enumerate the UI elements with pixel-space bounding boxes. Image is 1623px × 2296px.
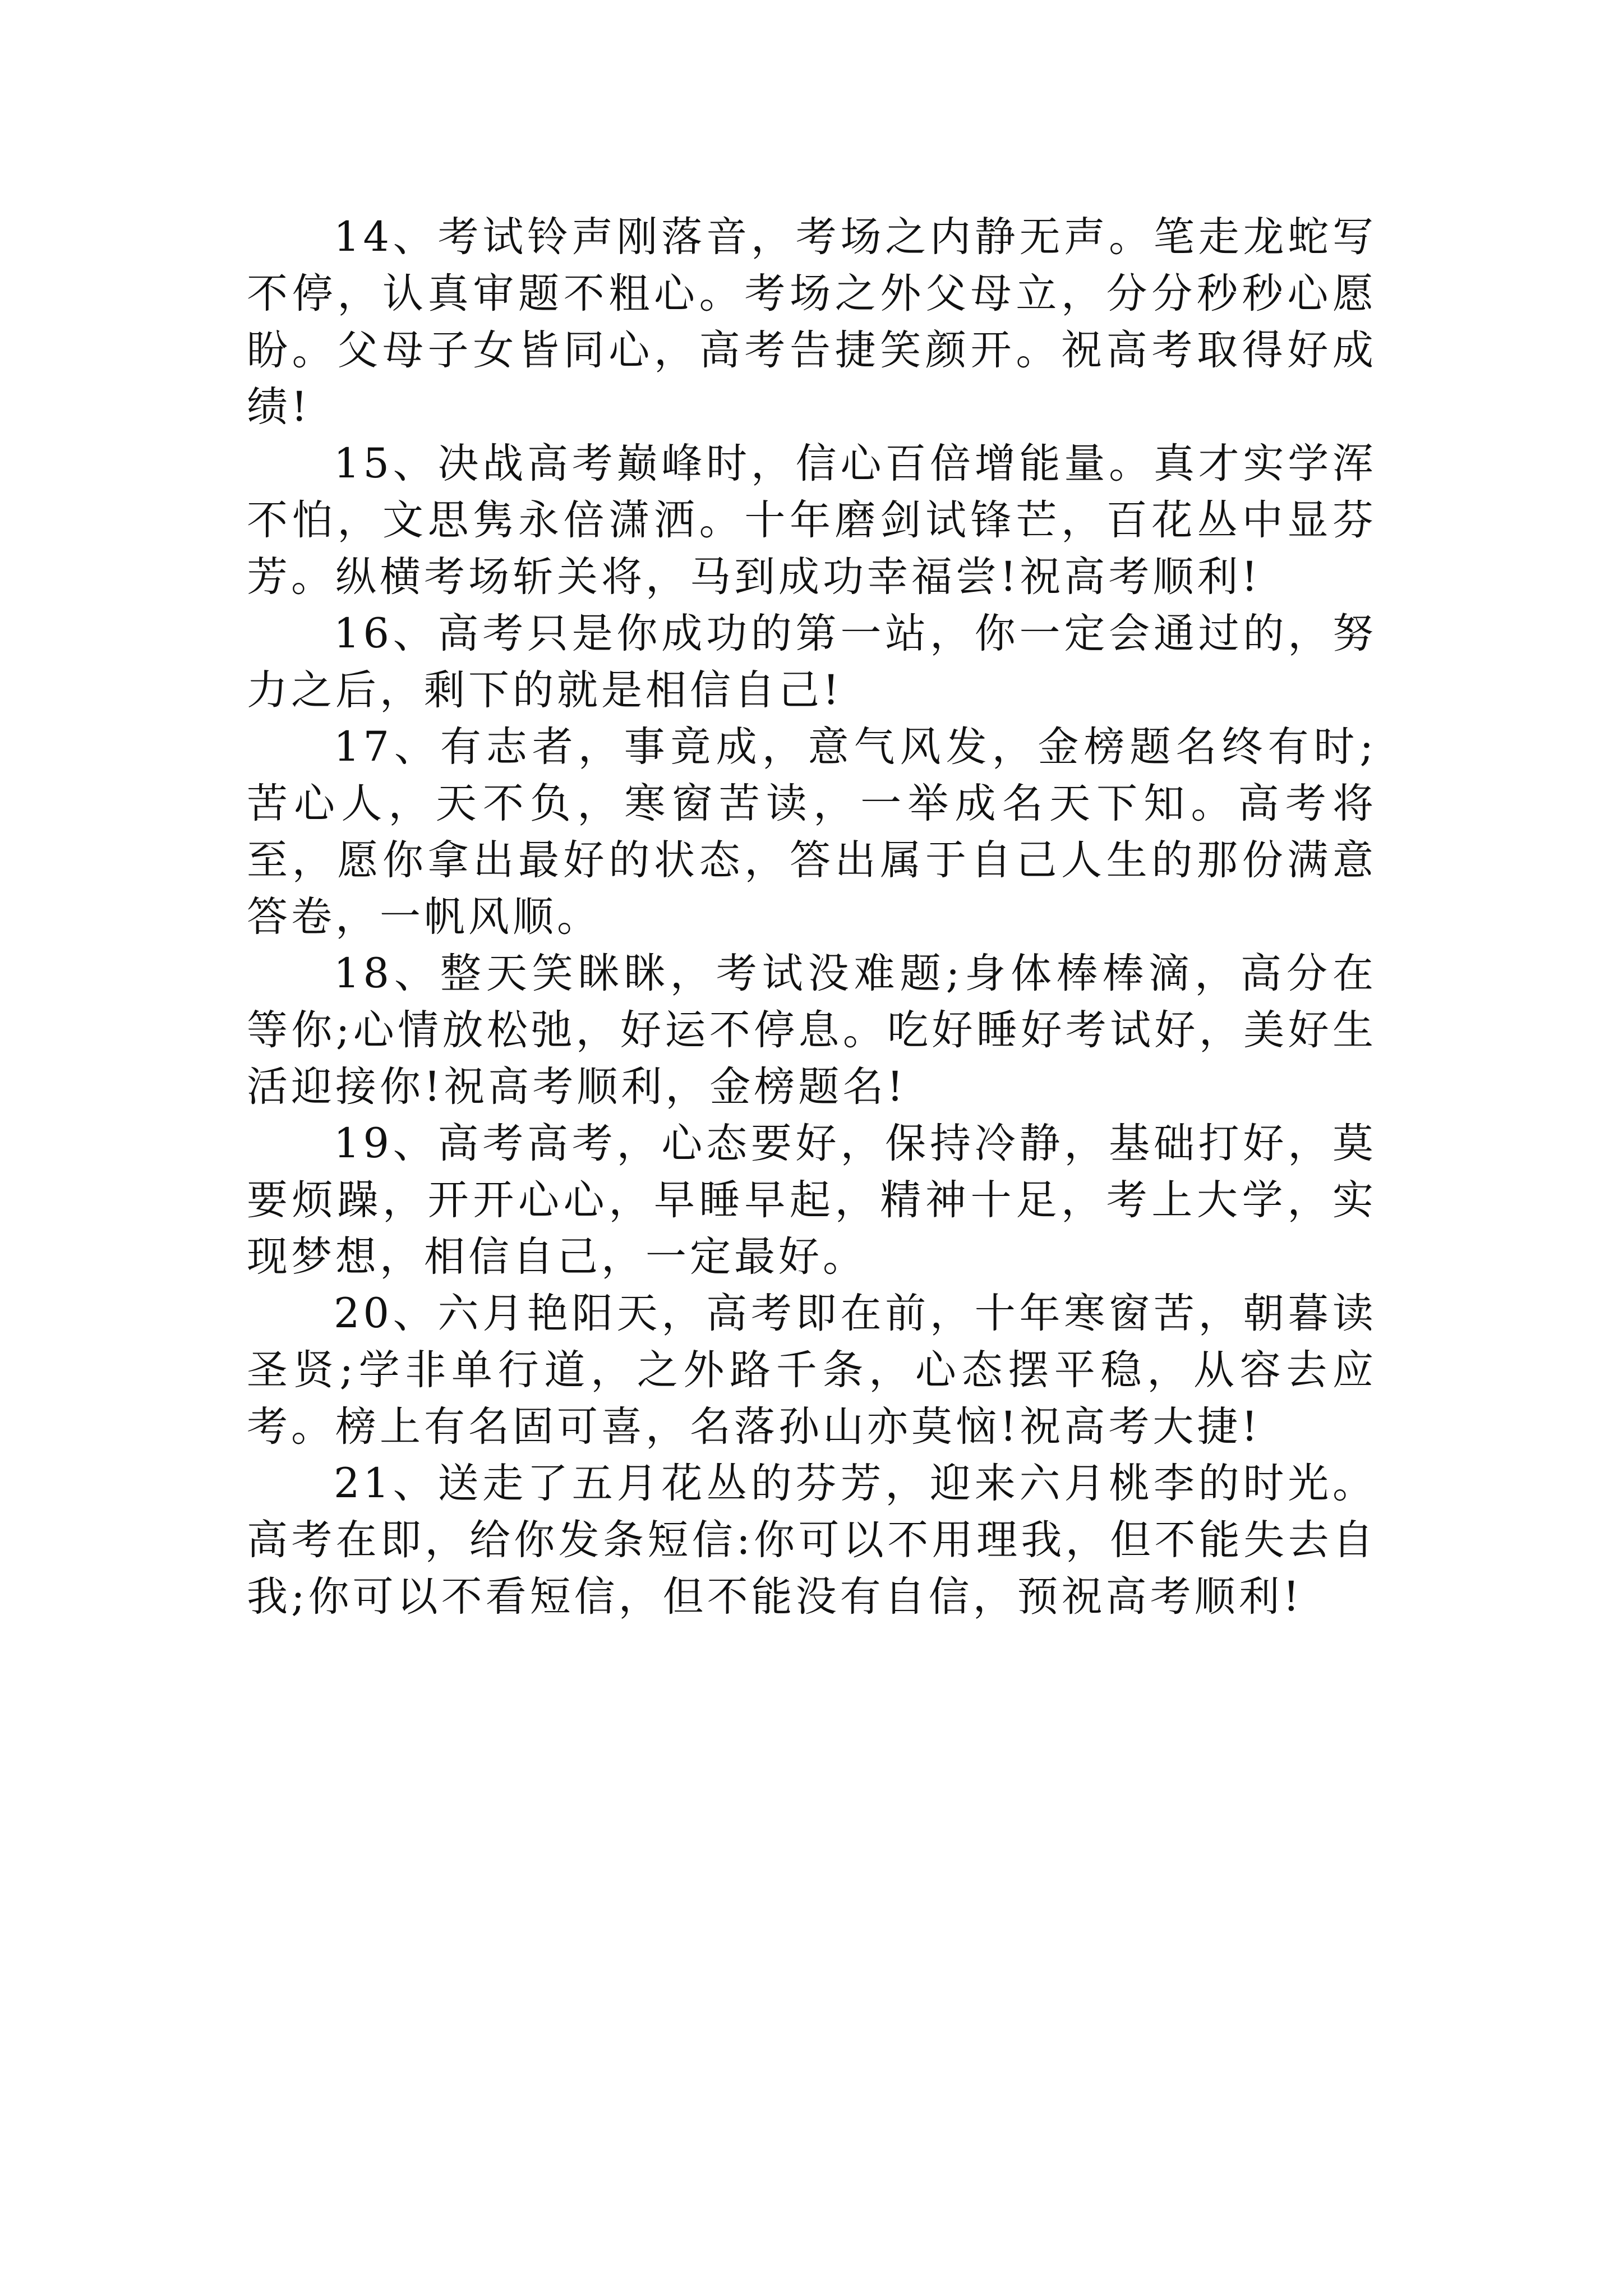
paragraph-21: 21、送走了五月花丛的芬芳，迎来六月桃李的时光。高考在即，给你发条短信:你可以不用理我，但不能失去自我;你可以不看短信，但不能没有自信，预祝高考顺利!: [247, 1460, 1377, 1621]
paragraph-17: 17、有志者，事竟成，意气风发，金榜题名终有时;苦心人，天不负，寒窗苦读，一举成名天下知。高考将至，愿你拿出最好的状态，答出属于自己人生的那份满意答卷，一帆风顺。: [247, 723, 1377, 941]
paragraph-14: 14、考试铃声刚落音，考场之内静无声。笔走龙蛇写不停，认真审题不粗心。考场之外父母立，分分秒秒心愿盼。父母子女皆同心，高考告捷笑颜开。祝高考取得好成绩!: [247, 213, 1377, 431]
paragraph-19: 19、高考高考，心态要好，保持冷静，基础打好，莫要烦躁，开开心心，早睡早起，精神十足，考上大学，实现梦想，相信自己，一定最好。: [247, 1120, 1377, 1281]
paragraph-15: 15、决战高考巅峰时，信心百倍增能量。真才实学浑不怕，文思隽永倍潇洒。十年磨剑试锋芒，百花丛中显芬芳。纵横考场斩关将，马到成功幸福尝!祝高考顺利!: [247, 440, 1377, 601]
paragraph-18: 18、整天笑眯眯，考试没难题;身体棒棒滴，高分在等你;心情放松弛，好运不停息。吃好睡好考试好，美好生活迎接你!祝高考顺利，金榜题名!: [247, 950, 1377, 1111]
paragraph-20: 20、六月艳阳天，高考即在前，十年寒窗苦，朝暮读圣贤;学非单行道，之外路千条，心态摆平稳，从容去应考。榜上有名固可喜，名落孙山亦莫恼!祝高考大捷!: [247, 1290, 1377, 1451]
paragraph-16: 16、高考只是你成功的第一站，你一定会通过的，努力之后，剩下的就是相信自己!: [247, 610, 1377, 714]
document-body: [247, 209, 1377, 1625]
